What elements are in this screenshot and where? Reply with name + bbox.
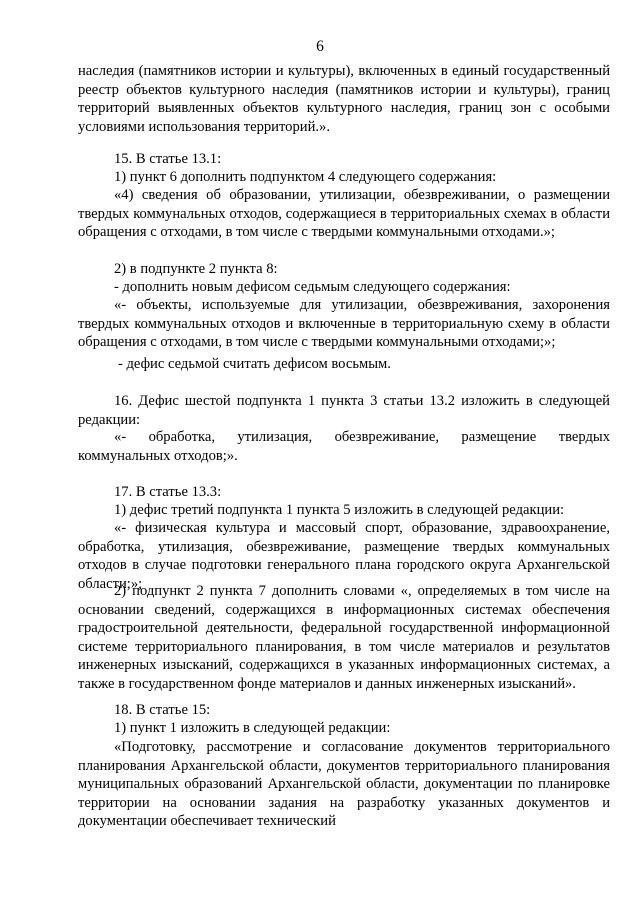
paragraph-item-15-2-renumber: - дефис седьмой считать дефисом восьмым. (118, 356, 391, 372)
paragraph-item-17-1-text: «- физическая культура и массовый спорт, образование, здравоохранение, обработка, утилизация, обезвреживание, размещение твердых коммунальных отходов в случае подготовки генерального плана городского округа Архангельской области;»; (78, 520, 610, 592)
paragraph-item-15-1-text: «4) сведения об образовании, утилизации, обезвреживании, о размещении твердых коммунальных отходов, содержащиеся в территориальных схемах в области обращения с отходами, в том числе с твердыми коммунальными отходами.»; (78, 187, 610, 240)
page-number: 6 (316, 38, 324, 55)
paragraph-item-17-1: 1) дефис третий подпункта 1 пункта 5 изложить в следующей редакции: (114, 502, 565, 518)
paragraph-item-15-2-add: - дополнить новым дефисом седьмым следующего содержания: (114, 279, 511, 295)
paragraph-item-18-1: 1) пункт 1 изложить в следующей редакции: (114, 720, 391, 736)
paragraph-item-17-heading: 17. В статье 13.3: (114, 484, 222, 500)
paragraph-item-16-text: «- обработка, утилизация, обезвреживание, размещение твердых коммунальных отходов;». (78, 429, 610, 464)
paragraph-item-15-1: 1) пункт 6 дополнить подпунктом 4 следующего содержания: (114, 169, 497, 185)
paragraph-item-15-heading: 15. В статье 13.1: (114, 151, 222, 167)
paragraph-heritage-continuation: наследия (памятников истории и культуры), включенных в единый государственный реестр объектов культурного наследия (памятников истории и культуры), границ территорий выявленных объектов культурного наследия, границ зон с особыми условиями использования территорий.». (78, 63, 610, 135)
paragraph-item-18-1-text: «Подготовку, рассмотрение и согласование документов территориального планирования Архангельской области, документов территориального планирования муниципальных образований Архангельской области, документации по планировке территории на основании задания на разработку указанных документов и документации обеспечивает технический (78, 739, 610, 829)
paragraph-item-17-2: 2) подпункт 2 пункта 7 дополнить словами «, определяемых в том числе на основании сведений, содержащихся в информационных системах обеспечения градостроительной деятельности, федеральной государственной информационной системе территориального планирования, в том числе материалов и результатов инженерных изысканий, содержащихся в указанных информационных системах, а также в государственном фонде материалов и данных инженерных изысканий». (78, 583, 610, 692)
paragraph-item-16: 16. Дефис шестой подпункта 1 пункта 3 статьи 13.2 изложить в следующей редакции: (78, 393, 610, 428)
paragraph-item-15-2-text: «- объекты, используемые для утилизации, обезвреживания, захоронения твердых коммунальных отходов и включенные в территориальную схему в области обращения с отходами, в том числе с твердыми коммунальными отходами;»; (78, 297, 610, 350)
paragraph-item-15-2: 2) в подпункте 2 пункта 8: (114, 261, 278, 277)
paragraph-item-18-heading: 18. В статье 15: (114, 702, 211, 718)
